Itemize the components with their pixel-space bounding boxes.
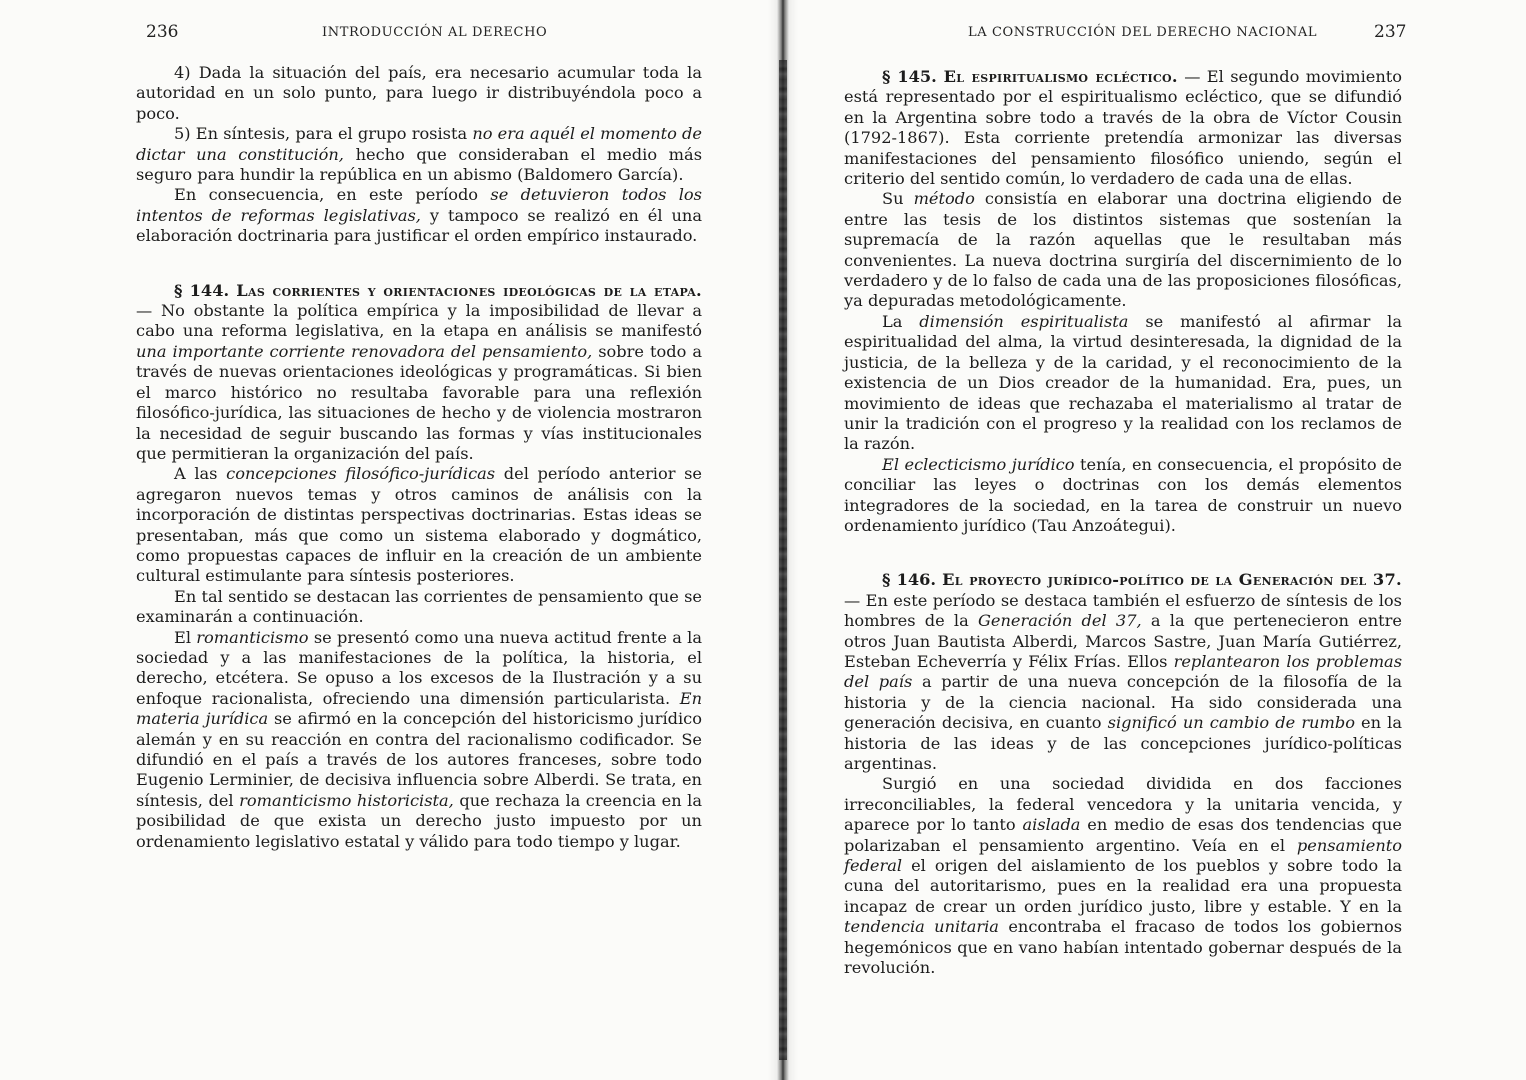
text-run: a la que pertenecieron entre otros Juan Bautista Alberdi, Marcos Sastre, Juan María Gutiérrez, Esteban Echeverría y Félix Frías. Ellos	[844, 611, 1402, 671]
section-heading: El proyecto jurídico-político de la Generación del 37.	[942, 570, 1402, 590]
paragraph	[136, 628, 702, 852]
section-number: § 145.	[882, 67, 944, 86]
italic-text: Generación del 37,	[977, 611, 1142, 631]
text-run: hecho que consideraban el medio más seguro para hundir la república en un abismo (Baldomero García).	[136, 144, 702, 185]
text-run: En tal sentido se destacan las corrientes de pensamiento que se examinarán a continuación.	[136, 586, 702, 627]
text-run: — En este período se destaca también el esfuerzo de síntesis de los hombres de la	[844, 590, 1402, 631]
italic-text: romanticismo	[196, 627, 309, 647]
paragraph	[844, 455, 1402, 537]
italic-text: significó un cambio de rumbo	[1107, 713, 1355, 733]
section-paragraph	[136, 281, 702, 465]
italic-text: una importante corriente renovadora del pensamiento,	[136, 341, 593, 361]
text-run: sobre todo a través de nuevas orientaciones ideológicas y programáticas. Si bien el marco histórico no resultaba favorable para una reflexión filosófico-jurídica, las situaciones de hecho y de violencia mostraron la necesidad de seguir buscando las formas y vías institucionales que permitieran la organización del país.	[136, 341, 702, 463]
text-run: que rechaza la creencia en la posibilidad de que exista un derecho justo impuesto por un ordenamiento legislativo estatal y válido para todo tiempo y lugar.	[136, 790, 702, 851]
text-run: En consecuencia, en este período	[174, 185, 491, 205]
section-paragraph	[844, 570, 1402, 774]
text-run: a partir de una nueva concepción de la filosofía de la historia y de la ciencia nacional. Ha sido considerada una generación decisiva, en cuanto	[844, 672, 1402, 733]
text-run: La	[882, 311, 920, 331]
paragraph	[136, 63, 702, 124]
text-run: 4) Dada la situación del país, era necesario acumular toda la autoridad en un solo punto, para luego ir distribuyéndola poco a poco.	[136, 63, 702, 123]
text-run: A las	[174, 464, 227, 484]
italic-text: aislada	[1022, 815, 1081, 835]
section-number: § 144.	[174, 280, 237, 300]
italic-text: se detuvieron todos los intentos de reformas legislativas,	[136, 185, 702, 225]
text-run: se manifestó al afirmar la espiritualidad del alma, la virtud desinteresada, la dignidad de la justicia, de la belleza y de la caridad, y el reconocimiento de la existencia de un Dios creador de la humanidad. Era, pues, un movimiento de ideas que rechazaba el materialismo al tratar de unir la tradición con el progreso y la realidad con los reclamos de la razón.	[844, 311, 1403, 454]
text-run: el origen del aislamiento de los pueblos y sobre todo la cuna del autoritarismo, pues en la realidad era una propuesta incapaz de crear un orden jurídico justo, libre y estable. Y en la	[844, 856, 1402, 916]
italic-text: método	[913, 189, 975, 209]
paragraph	[136, 185, 702, 246]
text-run: 5) En síntesis, para el grupo rosista	[174, 124, 473, 144]
italic-text: no era aquél el momento de dictar una constitución,	[136, 124, 702, 164]
text-run: Surgió en una sociedad dividida en dos facciones irreconciliables, la federal vencedora y la unitaria vencida, y aparece por lo tanto	[844, 774, 1402, 835]
page-number: 236	[146, 22, 179, 42]
text-run: y tampoco se realizó en él una elaboración doctrinaria para justificar el orden empírico instaurado.	[136, 205, 703, 246]
text-run: Su	[882, 189, 914, 209]
italic-text: tendencia unitaria	[844, 917, 999, 937]
section-paragraph	[844, 67, 1402, 189]
paragraph	[844, 189, 1402, 311]
italic-text: El eclecticismo jurídico	[882, 454, 1075, 474]
right-page	[790, 0, 1526, 1080]
text-run: — No obstante la política empírica y la imposibilidad de llevar a cabo una reforma legislativa, en la etapa en análisis se manifestó	[136, 301, 702, 341]
paragraph	[844, 774, 1402, 978]
text-run: se afirmó en la concepción del historicismo jurídico alemán y en su reacción en contra del racionalismo codificador. Se difundió en el país a través de los autores franceses, sobre todo Eugenio Lerminier, de decisiva influencia sobre Alberdi. Se trata, en síntesis, del	[136, 709, 702, 810]
text-run: en medio de esas dos tendencias que polarizaban el pensamiento argentino. Veía en el	[844, 815, 1403, 855]
paragraph	[136, 464, 702, 586]
italic-text: concepciones filosófico-jurídicas	[226, 464, 496, 484]
running-head: INTRODUCCIÓN AL DERECHO	[322, 25, 548, 40]
italic-text: romanticismo historicista,	[239, 790, 454, 810]
page-body	[844, 67, 1402, 978]
left-page	[0, 0, 760, 1080]
italic-text: En materia jurídica	[136, 688, 702, 729]
running-head: LA CONSTRUCCIÓN DEL DERECHO NACIONAL	[968, 25, 1318, 40]
italic-text: replantearon los problemas del país	[844, 651, 1403, 692]
page-number: 237	[1374, 22, 1407, 42]
binding-shadow	[779, 60, 787, 1060]
paragraph	[844, 312, 1402, 455]
text-run: El	[174, 627, 197, 647]
text-run: tenía, en consecuencia, el propósito de conciliar las leyes o doctrinas con los demás elementos integradores de la sociedad, en la tarea de construir un nuevo ordenamiento jurídico (Tau Anzoátegui).	[844, 454, 1402, 535]
paragraph	[136, 587, 702, 628]
section-heading: El espiritualismo ecléctico.	[943, 67, 1178, 86]
italic-text: pensamiento federal	[844, 835, 1402, 876]
page-body	[136, 63, 702, 852]
text-run: en la historia de las ideas y de las concepciones jurídico-políticas argentinas.	[844, 713, 1402, 773]
section-number: § 146.	[882, 570, 943, 590]
section-heading: Las corrientes y orientaciones ideológicas de la etapa.	[236, 280, 702, 300]
paragraph	[136, 124, 702, 185]
italic-text: dimensión espiritualista	[919, 311, 1129, 331]
text-run: consistía en elaborar una doctrina eligiendo de entre las tesis de los distintos sistemas que sostenían la supremacía de la razón aquellas que le resultaban más convenientes. La nueva doctrina surgiría del discernimiento de lo verdadero y de lo falso de cada una de las proposiciones filosóficas, ya depuradas metodológicamente.	[844, 189, 1402, 311]
text-run: del período anterior se agregaron nuevos temas y otros caminos de análisis con la incorporación de distintas perspectivas doctrinarias. Estas ideas se presentaban, más que como un sistema elaborado y dogmático, como propuestas capaces de influir en la creación de un ambiente cultural estimulante para síntesis posteriores.	[136, 464, 703, 586]
text-run: encontraba el fracaso de todos los gobiernos hegemónicos que en vano habían intentado gobernar después de la revolución.	[844, 917, 1403, 978]
text-run: — El segundo movimiento está representado por el espiritualismo ecléctico, que se difundió en la Argentina sobre todo a través de la obra de Víctor Cousin (1792-1867). Esta corriente pretendía armonizar las diversas manifestaciones del pensamiento filosófico uniendo, según el criterio del sentido común, lo verdadero de cada una de ellas.	[844, 67, 1402, 189]
text-run: se presentó como una nueva actitud frente a la sociedad y a las manifestaciones de la política, la historia, el derecho, etcétera. Se opuso a los excesos de la Ilustración y a su enfoque racionalista, ofreciendo una dimensión particularista.	[136, 627, 702, 708]
